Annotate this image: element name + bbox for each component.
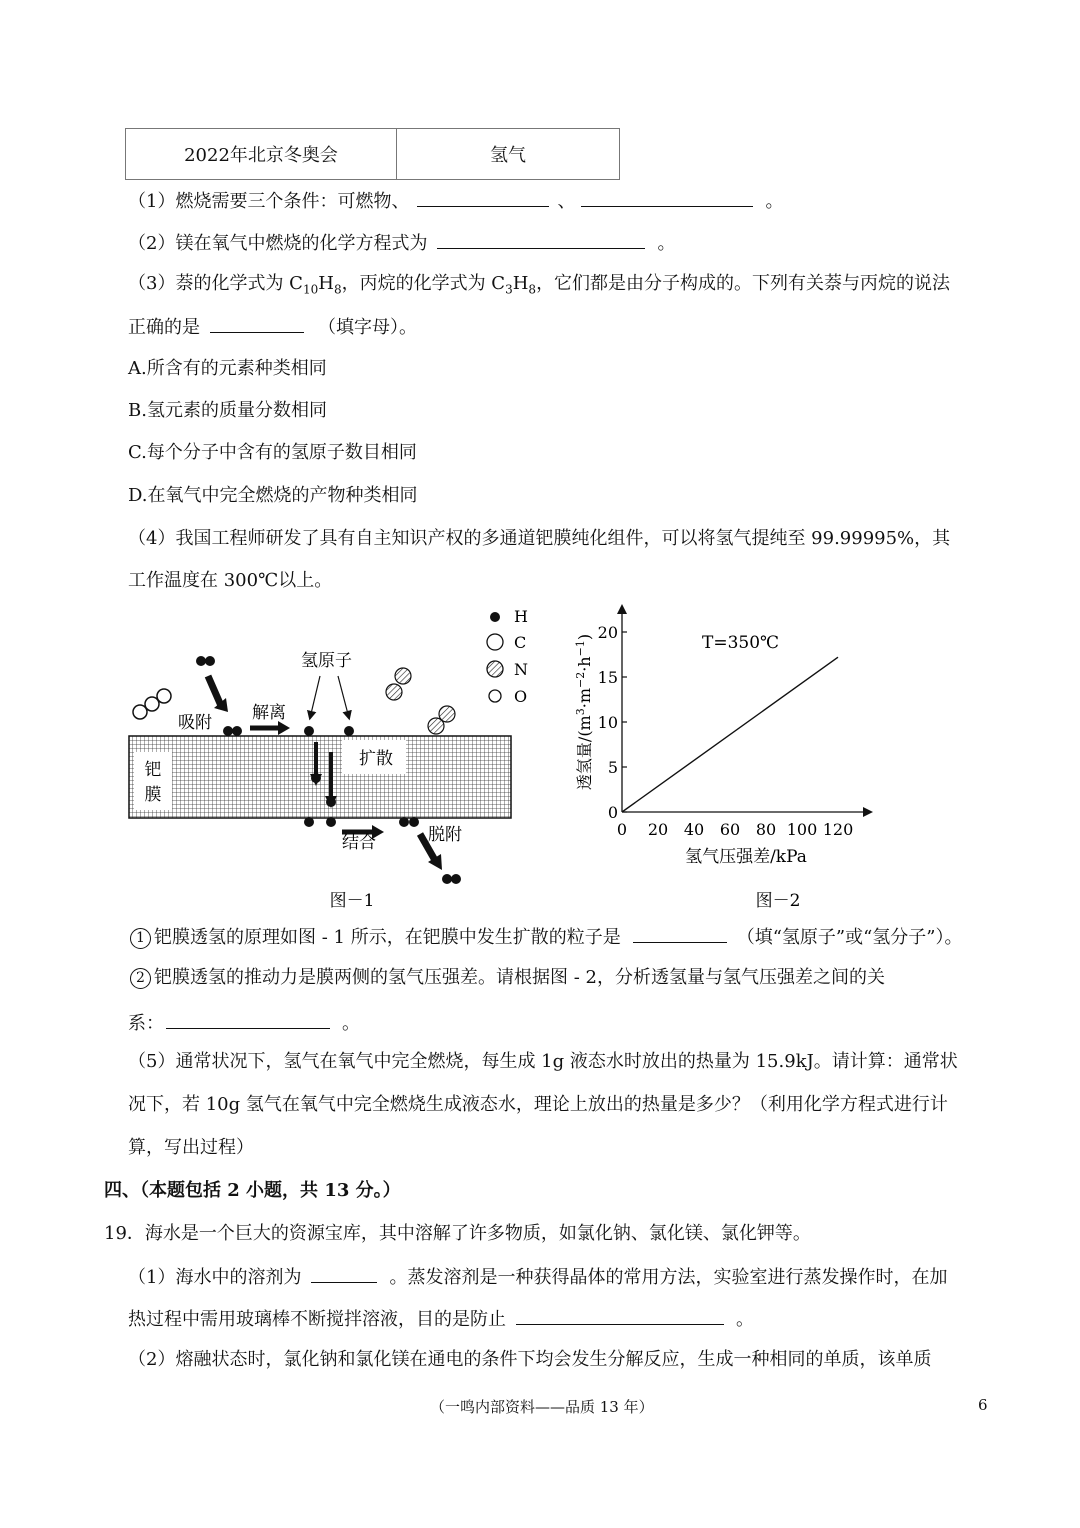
question-3-line-1: （3）萘的化学式为 $C_{10}H_8$，丙烷的化学式为 $C_3H_8$，它们都是由分子构成的。下列有关萘与丙烷的说法 [128, 273, 951, 297]
label-hydrogen-atom: 氢原子 [301, 651, 352, 671]
y-tick-label: 20 [597, 623, 618, 642]
figure-2-caption: 图－2 [755, 891, 801, 911]
section-heading: 四、（本题包括 2 小题，共 13 分。） [104, 1180, 401, 1201]
x-tick-label: 40 [683, 820, 705, 839]
y-tick-label: 0 [607, 803, 618, 822]
y-axis-label: 透氢量$/(m^3\cdot m^{-2}\cdot h^{-1})$ [574, 633, 594, 791]
label-dissociate: 解离 [252, 703, 286, 723]
hydrogen-atom-icon [442, 874, 452, 884]
legend-o: O [514, 687, 528, 706]
label-desorb: 脱附 [428, 825, 462, 845]
legend-n-icon [487, 661, 503, 677]
hydrogen-atom-icon [223, 726, 233, 736]
x-tick-label: 60 [719, 820, 741, 839]
nitrogen-atom-icon [395, 668, 411, 684]
circled-number: 2 [130, 968, 151, 989]
circled-number: 1 [130, 928, 151, 949]
question-2: （2）镁在氧气中燃烧的化学方程式为 。 [128, 230, 675, 256]
hydrogen-atom-icon [205, 656, 215, 666]
x-axis-arrow-icon [863, 807, 873, 817]
y-tick-label: 10 [597, 713, 618, 732]
hydrogen-atom-icon [409, 817, 419, 827]
table-row [126, 129, 620, 180]
table-cell-fuel: 氢气 [397, 129, 620, 180]
hydrogen-atom-icon [304, 726, 314, 736]
chart-title: T=350℃ [702, 633, 780, 653]
answer-blank[interactable] [633, 924, 727, 943]
hydrogen-atom-icon [311, 773, 321, 783]
answer-blank[interactable] [166, 1010, 330, 1029]
question-3-line-2: 正确的是 （填字母）。 [128, 314, 417, 340]
hydrogen-atom-icon [344, 726, 354, 736]
hydrogen-atom-icon [326, 817, 336, 827]
legend-c-icon [487, 634, 503, 650]
question-19-part-1: （1）海水中的溶剂为 。蒸发溶剂是一种获得晶体的常用方法，实验室进行蒸发操作时，在加 [128, 1264, 947, 1290]
question-19-part-1-line-2: 热过程中需用玻璃棒不断搅拌溶液，目的是防止 。 [128, 1306, 754, 1332]
legend-h: H [514, 607, 528, 626]
nitrogen-atom-icon [386, 684, 402, 700]
arrow-head-icon [278, 721, 290, 735]
answer-blank[interactable] [516, 1306, 724, 1325]
question-5-line-1: （5）通常状况下，氢气在氧气中完全燃烧，每生成 1g 液态水时放出的热量为 15.9kJ。请计算：通常状 [128, 1051, 958, 1072]
question-19-stem: 19．海水是一个巨大的资源宝库，其中溶解了许多物质，如氯化钠、氯化镁、氯化钾等。 [104, 1223, 811, 1244]
question-5-line-2: 况下，若 10g 氢气在氧气中完全燃烧生成液态水，理论上放出的热量是多少？（利用化学方程式进行计 [128, 1094, 948, 1115]
hydrogen-atom-icon [399, 817, 409, 827]
series-line [622, 657, 838, 812]
option-b: B.氢元素的质量分数相同 [128, 400, 327, 421]
question-4-sub-2-line-2: 系： 。 [128, 1010, 360, 1036]
question-19-part-2: （2）熔融状态时，氯化钠和氯化镁在通电的条件下均会发生分解反应，生成一种相同的单质，该单质 [128, 1349, 932, 1370]
pointer-arrow-icon [310, 676, 320, 718]
question-5-line-3: 算，写出过程） [128, 1137, 254, 1158]
label-combine: 结合 [342, 833, 376, 853]
option-c: C.每个分子中含有的氢原子数目相同 [128, 442, 417, 463]
legend-c: C [514, 633, 527, 652]
hydrogen-atom-icon [232, 726, 242, 736]
figure-2-chart [560, 600, 890, 916]
legend-o-icon [489, 690, 501, 702]
x-tick-label: 0 [616, 820, 628, 839]
answer-blank[interactable] [210, 314, 304, 333]
membrane-label-2: 膜 [144, 785, 162, 805]
page-number: 6 [978, 1396, 988, 1414]
info-table [125, 128, 620, 180]
question-4-line-1: （4）我国工程师研发了具有自主知识产权的多通道钯膜纯化组件，可以将氢气提纯至 99.99995%，其 [128, 528, 951, 549]
question-4-line-2: 工作温度在 300℃以上。 [128, 570, 333, 591]
y-tick-label: 5 [607, 758, 618, 777]
y-axis-arrow-icon [617, 604, 627, 614]
question-1: （1）燃烧需要三个条件：可燃物、 、 。 [128, 188, 783, 214]
nitrogen-atom-icon [439, 706, 455, 722]
label-diffuse: 扩散 [359, 749, 393, 769]
option-a: A.所含有的元素种类相同 [128, 358, 327, 379]
membrane-label-1: 钯 [144, 760, 162, 780]
table-cell-event: 2022年北京冬奥会 [126, 129, 397, 180]
option-d: D.在氧气中完全燃烧的产物种类相同 [128, 485, 418, 506]
y-tick-label: 15 [597, 668, 618, 687]
x-tick-label: 20 [647, 820, 669, 839]
footer-text: （一鸣内部资料——品质 13 年） [430, 1398, 654, 1416]
legend-h-icon [490, 612, 500, 622]
label-adsorb: 吸附 [178, 713, 212, 733]
x-tick-label: 80 [755, 820, 777, 839]
x-tick-labels [617, 820, 853, 839]
figure-1-caption: 图－1 [329, 891, 375, 911]
answer-blank[interactable] [581, 188, 753, 207]
pointer-arrow-icon [338, 676, 349, 718]
answer-blank[interactable] [311, 1264, 377, 1283]
question-4-sub-1: 1 钯膜透氢的原理如图 - 1 所示，在钯膜中发生扩散的粒子是 （填“氢原子”或“氢分子”）。 [130, 924, 963, 950]
hydrogen-atom-icon [304, 817, 314, 827]
question-4-sub-2: 2 钯膜透氢的推动力是膜两侧的氢气压强差。请根据图 - 2，分析透氢量与氢气压强差之间的关 [130, 966, 885, 990]
x-tick-label: 120 [822, 820, 854, 839]
hydrogen-atom-icon [196, 656, 206, 666]
answer-blank[interactable] [417, 188, 549, 207]
answer-blank[interactable] [437, 230, 645, 249]
oxygen-atom-icon [157, 689, 171, 703]
hydrogen-atom-icon [326, 797, 336, 807]
legend-n: N [514, 660, 528, 679]
hydrogen-atom-icon [451, 874, 461, 884]
x-tick-label: 100 [786, 820, 818, 839]
figure-1-membrane-diagram [120, 600, 550, 916]
x-axis-label: 氢气压强差/kPa [685, 847, 807, 867]
